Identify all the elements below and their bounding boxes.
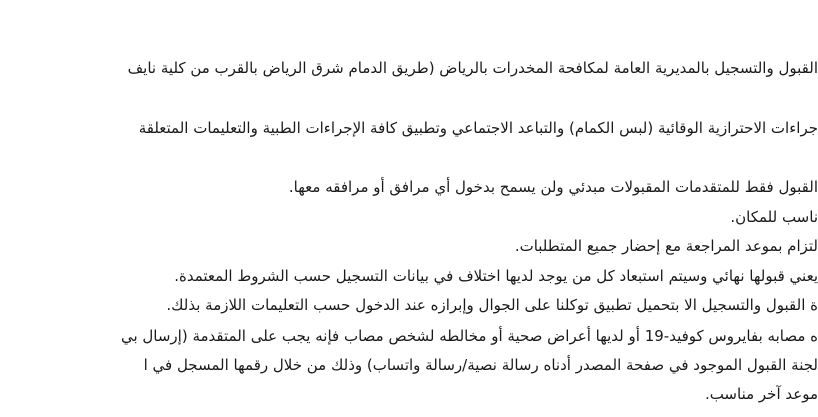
text-line-7: ة القبول والتسجيل الا بتحميل تطبيق توكلنا على الجوال وإبرازه عند الدخول حسب التعليمات اللازمة بذلك.	[166, 296, 818, 314]
text-line-2: جراءات الاحترازية الوقائية (لبس الكمام) والتباعد الاجتماعي وتطبيق كافة الإجراءات الطبية والتعليمات المتعلقة	[138, 119, 818, 137]
text-line-5: لتزام بموعد المراجعة مع إحضار جميع المتطلبات.	[514, 237, 818, 255]
text-line-8: ه مصابه بفايروس كوفيد-19 أو لديها أعراض صحية أو مخالطه لشخص مصاب فإنه يجب على المتقدمة (إرسال بي	[120, 327, 818, 345]
text-line-6: يعني قبولها نهائي وسيتم استبعاد كل من يوجد لديها اختلاف في بيانات التسجيل حسب الشروط المعتمدة.	[174, 267, 818, 285]
text-line-10: موعد آخر مناسب.	[704, 385, 818, 403]
text-line-1: القبول والتسجيل بالمديرية العامة لمكافحة المخدرات بالرياض (طريق الدمام شرق الرياض بالقرب من كلية نايف	[127, 59, 818, 77]
text-line-4: ناسب للمكان.	[730, 208, 818, 226]
text-line-9: لجنة القبول الموجود في صفحة المصدر أدناه رسالة نصية/رسالة واتساب) وذلك من خلال رقمها المسجل في ا	[143, 356, 818, 374]
text-line-3: القبول فقط للمتقدمات المقبولات مبدئي ولن يسمح بدخول أي مرافق أو مرافقه معها.	[288, 178, 818, 196]
